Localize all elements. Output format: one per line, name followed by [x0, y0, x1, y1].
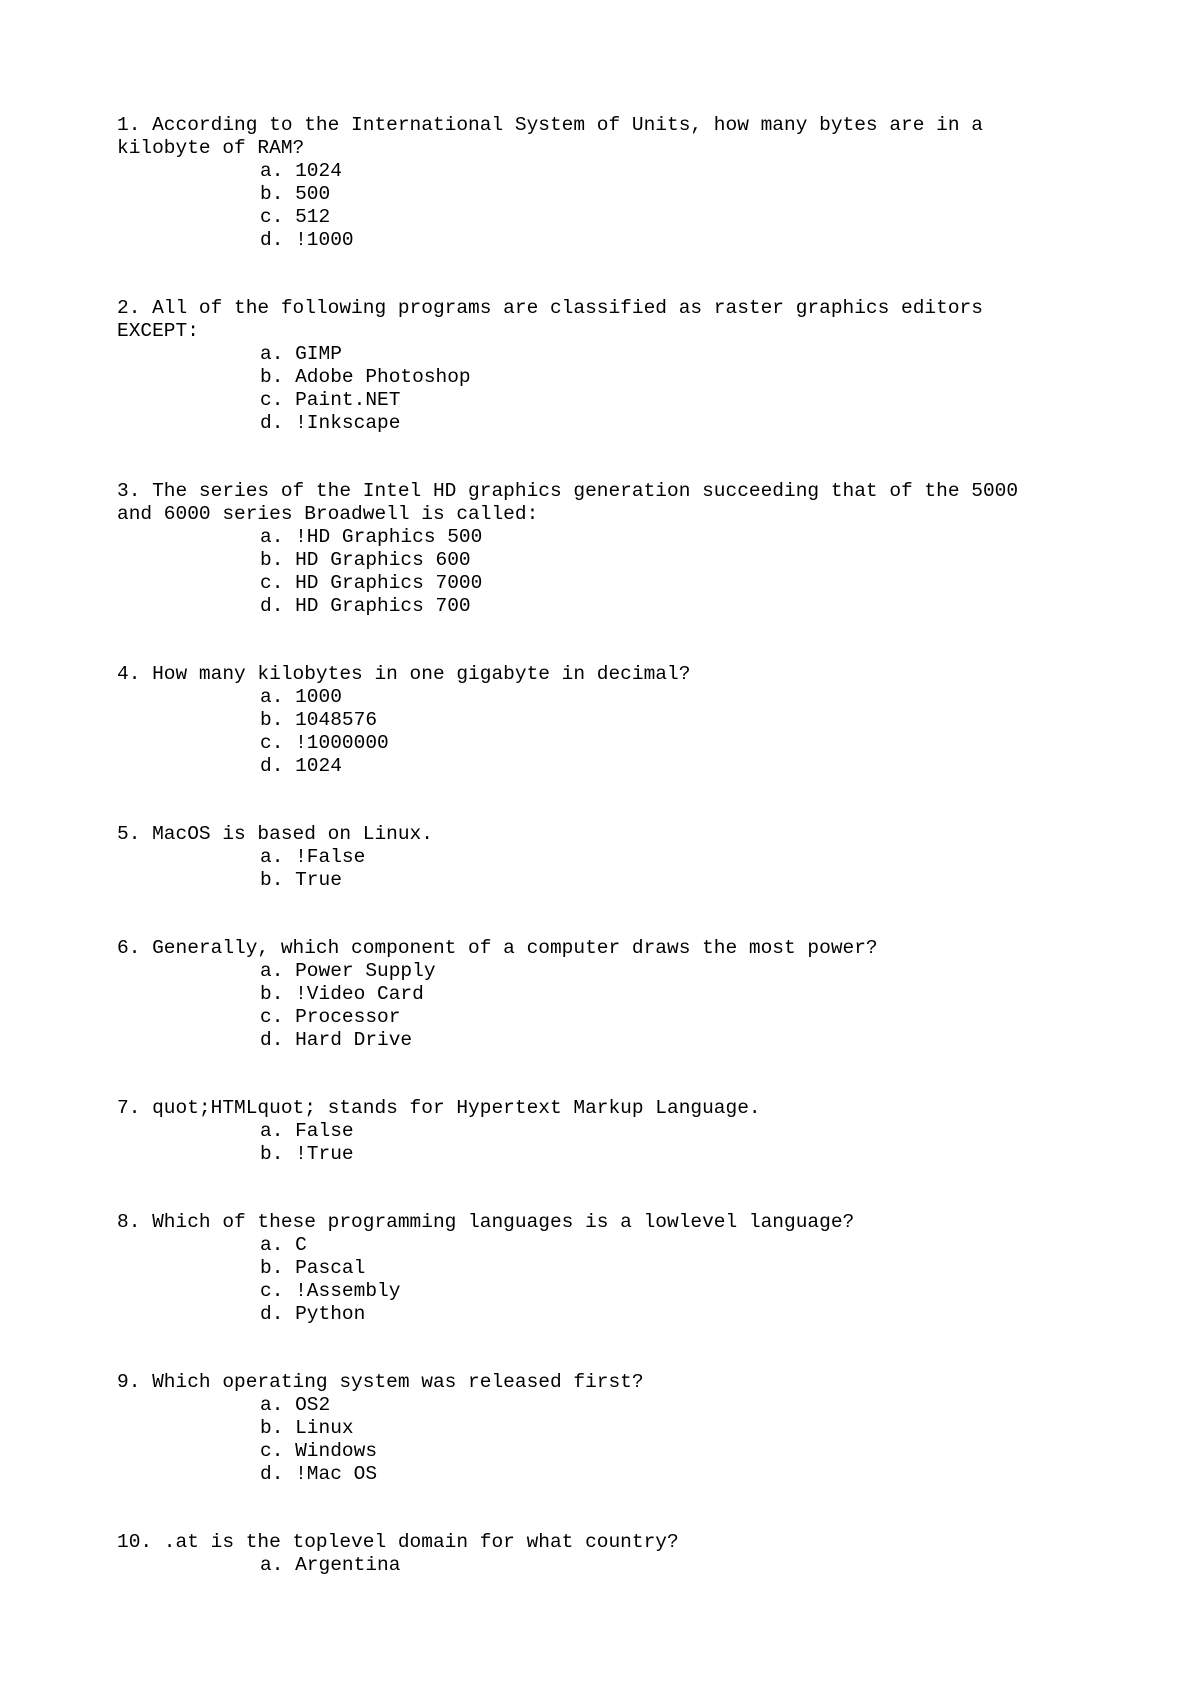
option-letter: b. [260, 549, 284, 571]
option-letter: a. [260, 1394, 284, 1416]
option-text: !1000 [295, 229, 354, 251]
option-text: Windows [295, 1440, 378, 1462]
option-text: C [295, 1234, 307, 1256]
answer-options [117, 160, 1117, 252]
question-text: 6. Generally, which component of a computer draws the most power? [117, 937, 878, 959]
answer-option [117, 343, 1117, 366]
answer-option [117, 1394, 1117, 1417]
option-text: Pascal [295, 1257, 366, 1279]
answer-option [117, 1280, 1117, 1303]
option-text: HD Graphics 600 [295, 549, 471, 571]
question-text: 9. Which operating system was released first? [117, 1371, 644, 1393]
answer-option [117, 1463, 1117, 1486]
question-10 [117, 1531, 1117, 1577]
option-text: Paint.NET [295, 389, 401, 411]
question-text: 1. According to the International System of Units, how many bytes are in a kilobyte of RAM? [117, 114, 983, 159]
option-letter: b. [260, 983, 284, 1005]
option-text: Python [295, 1303, 366, 1325]
option-text: !False [295, 846, 366, 868]
option-letter: d. [260, 595, 284, 617]
answer-option [117, 526, 1117, 549]
option-text: Power Supply [295, 960, 436, 982]
answer-option [117, 1554, 1117, 1577]
question-list [117, 114, 1117, 1577]
option-text: Argentina [295, 1554, 401, 1576]
option-letter: b. [260, 1257, 284, 1279]
option-text: !Inkscape [295, 412, 401, 434]
answer-option [117, 229, 1117, 252]
answer-option [117, 572, 1117, 595]
option-letter: a. [260, 686, 284, 708]
answer-options [117, 960, 1117, 1052]
option-letter: d. [260, 755, 284, 777]
option-letter: b. [260, 869, 284, 891]
option-letter: a. [260, 1554, 284, 1576]
option-text: OS2 [295, 1394, 331, 1416]
answer-option [117, 160, 1117, 183]
option-text: !HD Graphics 500 [295, 526, 483, 548]
option-letter: a. [260, 526, 284, 548]
question-text: 7. quot;HTMLquot; stands for Hypertext Markup Language. [117, 1097, 761, 1119]
option-text: Processor [295, 1006, 401, 1028]
question-3 [117, 480, 1117, 618]
option-text: !True [295, 1143, 354, 1165]
answer-option [117, 549, 1117, 572]
option-letter: d. [260, 1029, 284, 1051]
answer-options [117, 686, 1117, 778]
answer-option [117, 846, 1117, 869]
answer-option [117, 869, 1117, 892]
option-letter: d. [260, 1303, 284, 1325]
question-text: 3. The series of the Intel HD graphics generation succeeding that of the 5000 and 6000 series Broadwell is called: [117, 480, 1019, 525]
option-letter: a. [260, 1234, 284, 1256]
option-text: Adobe Photoshop [295, 366, 471, 388]
option-letter: d. [260, 1463, 284, 1485]
question-4 [117, 663, 1117, 778]
answer-option [117, 1006, 1117, 1029]
option-letter: b. [260, 709, 284, 731]
answer-option [117, 595, 1117, 618]
answer-option [117, 755, 1117, 778]
option-letter: c. [260, 1006, 284, 1028]
answer-options [117, 1554, 1117, 1577]
question-text: 8. Which of these programming languages is a lowlevel language? [117, 1211, 855, 1233]
option-text: 1048576 [295, 709, 378, 731]
option-letter: a. [260, 343, 284, 365]
answer-option [117, 366, 1117, 389]
option-letter: c. [260, 206, 284, 228]
option-text: !Video Card [295, 983, 424, 1005]
option-letter: d. [260, 229, 284, 251]
answer-option [117, 1303, 1117, 1326]
answer-options [117, 1394, 1117, 1486]
answer-options [117, 526, 1117, 618]
answer-option [117, 1120, 1117, 1143]
option-letter: a. [260, 846, 284, 868]
answer-options [117, 343, 1117, 435]
question-text: 4. How many kilobytes in one gigabyte in decimal? [117, 663, 691, 685]
option-text: False [295, 1120, 354, 1142]
option-text: HD Graphics 7000 [295, 572, 483, 594]
option-text: !Mac OS [295, 1463, 378, 1485]
option-letter: a. [260, 1120, 284, 1142]
answer-option [117, 960, 1117, 983]
option-text: !1000000 [295, 732, 389, 754]
option-letter: c. [260, 1280, 284, 1302]
answer-option [117, 412, 1117, 435]
answer-option [117, 1234, 1117, 1257]
option-text: Hard Drive [295, 1029, 413, 1051]
question-8 [117, 1211, 1117, 1326]
option-text: 1024 [295, 160, 342, 182]
option-letter: b. [260, 366, 284, 388]
answer-option [117, 206, 1117, 229]
option-text: 500 [295, 183, 331, 205]
option-letter: a. [260, 960, 284, 982]
option-text: 1024 [295, 755, 342, 777]
option-letter: d. [260, 412, 284, 434]
option-letter: b. [260, 1143, 284, 1165]
option-text: !Assembly [295, 1280, 401, 1302]
answer-option [117, 983, 1117, 1006]
option-letter: c. [260, 389, 284, 411]
question-text: 5. MacOS is based on Linux. [117, 823, 433, 845]
answer-options [117, 1234, 1117, 1326]
question-2 [117, 297, 1117, 435]
option-letter: c. [260, 1440, 284, 1462]
option-letter: c. [260, 572, 284, 594]
question-6 [117, 937, 1117, 1052]
question-9 [117, 1371, 1117, 1486]
answer-option [117, 686, 1117, 709]
question-5 [117, 823, 1117, 892]
question-text: 10. .at is the toplevel domain for what country? [117, 1531, 679, 1553]
answer-option [117, 1257, 1117, 1280]
question-text: 2. All of the following programs are classified as raster graphics editors EXCEPT: [117, 297, 983, 342]
question-7 [117, 1097, 1117, 1166]
answer-option [117, 709, 1117, 732]
option-letter: b. [260, 183, 284, 205]
question-1 [117, 114, 1117, 252]
option-text: GIMP [295, 343, 342, 365]
option-text: 1000 [295, 686, 342, 708]
document-page [117, 114, 1117, 1622]
option-text: True [295, 869, 342, 891]
option-letter: a. [260, 160, 284, 182]
answer-options [117, 1120, 1117, 1166]
answer-option [117, 1029, 1117, 1052]
answer-options [117, 846, 1117, 892]
option-text: HD Graphics 700 [295, 595, 471, 617]
answer-option [117, 732, 1117, 755]
answer-option [117, 1440, 1117, 1463]
answer-option [117, 183, 1117, 206]
option-letter: c. [260, 732, 284, 754]
option-letter: b. [260, 1417, 284, 1439]
option-text: 512 [295, 206, 331, 228]
answer-option [117, 389, 1117, 412]
answer-option [117, 1143, 1117, 1166]
option-text: Linux [295, 1417, 354, 1439]
answer-option [117, 1417, 1117, 1440]
